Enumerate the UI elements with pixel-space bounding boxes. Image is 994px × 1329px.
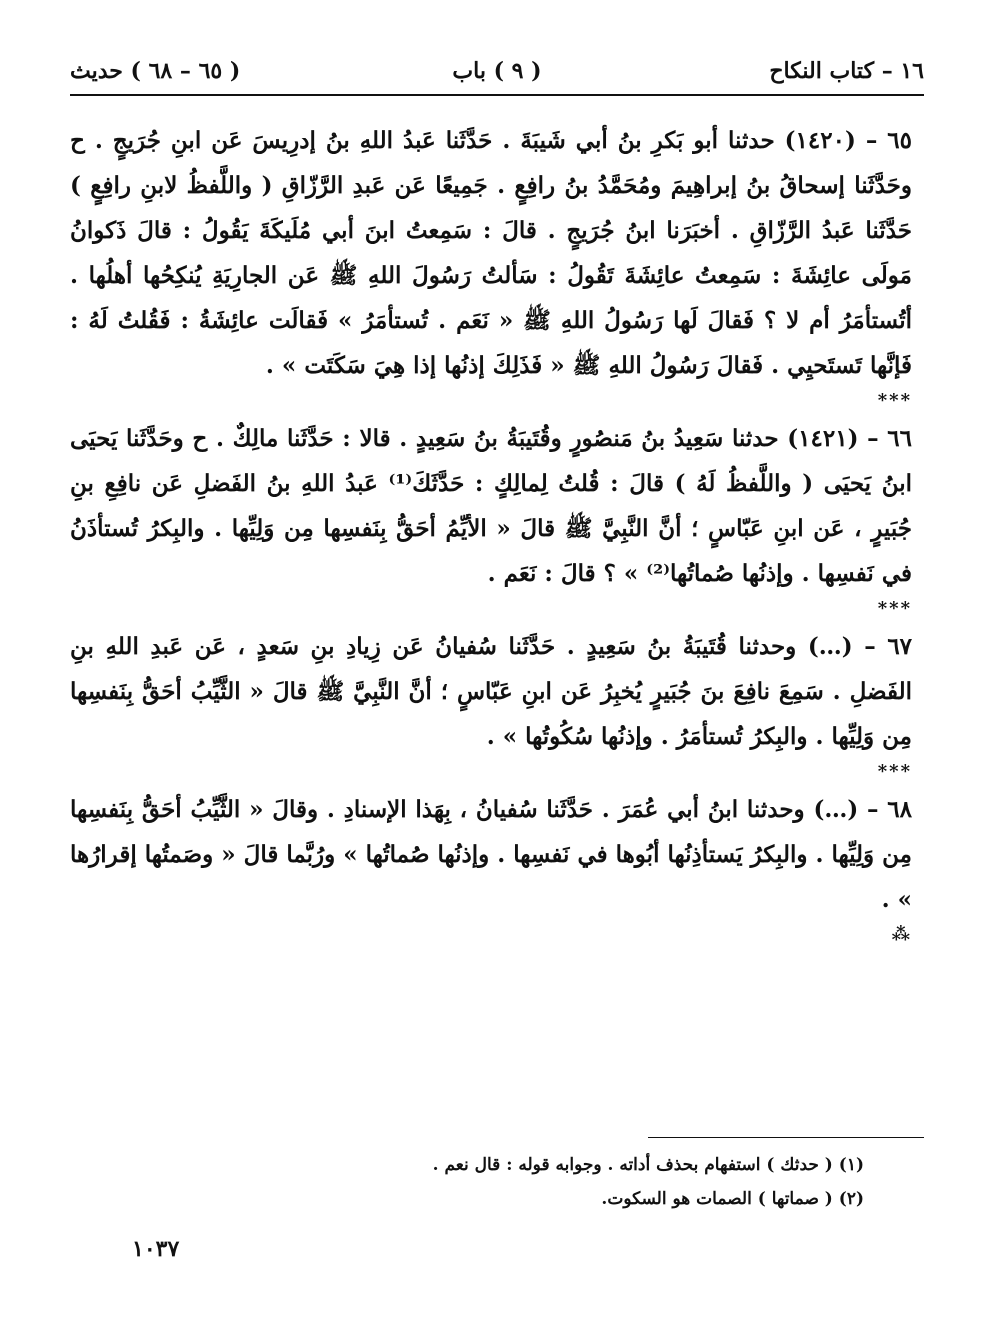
hadith-number: ٦٨ – (…) [813,796,912,823]
header-chapter: ( ٩ ) باب [452,58,542,84]
end-mark: ⁂ [891,924,912,945]
hadith-68 [70,787,912,922]
footnote-2: (٢) ( صماتها ) الصمات هو السكوت. [601,1189,864,1209]
section-separator: *** [877,598,912,619]
haddathana-word: حدثنا [728,127,775,154]
running-header [70,52,924,94]
hadith-number: ٦٧ – (…) [807,633,913,660]
haddathana-word: وحدثنا [738,633,797,660]
hadith-text: قُتَيبَةُ بنُ سَعِيدٍ . حَدَّثَنا سُفيانُ عَن زِيادِ بنِ سَعدٍ ، عَن عَبدِ اللهِ بنِ الفَضلِ . سَمِعَ نافِعَ بنَ جُبَيرٍ يُخبِرُ عَن ابنِ عَبّاسٍ ؛ أنَّ النَّبِيَّ ﷺ قالَ « الثَّيِّبُ أحَقُّ بِنَفسِها مِن وَلِيِّها . والبِكرُ تُستأمَرُ . وإذنُها سُكُوتُها » . [70,633,912,750]
footnotes [300,1148,864,1216]
header-hadith-range: ( ٦٥ – ٦٨ ) حديث [70,58,241,84]
haddathana-word: حدثنا [731,425,779,452]
hadith-text: أبو بَكرِ بنُ أبي شَيبَةَ . حَدَّثَنا عَبدُ اللهِ بنُ إدرِيسَ عَن ابنِ جُرَيجٍ . ح وحَدَّثَنا إسحاقُ بنُ إبراهِيمَ ومُحَمَّدُ بنُ رافِعٍ . جَمِيعًا عَن عَبدِ الرَّزّاقِ ( واللَّفظُ لابنِ رافِعٍ ) حَدَّثَنا عَبدُ الرَّزّاقِ . أخبَرَنا ابنُ جُرَيجٍ . قالَ : سَمِعتُ ابنَ أبي مُلَيكَةَ يَقُولُ : قالَ ذَكوانُ مَولَى عائِشَةَ : سَمِعتُ عائِشَةَ تَقُولُ : سَألتُ رَسُولَ اللهِ ﷺ عَن الجارِيَةِ يُنكِحُها أهلُها . أتُستأمَرُ أم لا ؟ فَقالَ لَها رَسُولُ اللهِ ﷺ « نَعَم . تُستأمَرُ » فَقالَت عائِشَةُ : فَقُلتُ لَهُ : فَإنَّها تَستَحيِي . فَقالَ رَسُولُ اللهِ ﷺ « فَذَلِكَ إذنُها إذا هِيَ سَكَتَت » . [70,127,912,379]
hadith-number: ٦٥ – (١٤٢٠) [784,127,913,154]
hadith-text: سَعِيدُ بنُ مَنصُورٍ وقُتَيبَةُ بنُ سَعِيدٍ . قالا : حَدَّثَنا مالِكٌ . ح وحَدَّثَنا يَحيَى ابنُ يَحيَى ( واللَّفظُ لَهُ ) قالَ : قُلتُ لِمالِكٍ : حَدَّثَكَ⁽¹⁾ عَبدُ اللهِ بنُ الفَضلِ عَن نافِعِ بنِ جُبَيرٍ ، عَن ابنِ عَبّاسٍ ؛ أنَّ النَّبِيَّ ﷺ قالَ « الأيِّمُ أحَقُّ بِنَفسِها مِن وَلِيِّها . والبِكرُ تُستأذَنُ في نَفسِها . وإذنُها صُماتُها⁽²⁾ » ؟ قالَ : نَعَم . [70,425,912,587]
section-separator: *** [877,390,912,411]
footnote-1: (١) ( حدثك ) استفهام بحذف أداته . وجوابه قوله : قال نعم . [432,1155,864,1175]
hadith-67 [70,624,912,759]
header-book-title: ١٦ – كتاب النكاح [769,58,924,84]
hadith-65 [70,118,912,388]
hadith-66 [70,416,912,596]
page-number: ١٠٣٧ [132,1236,180,1262]
hadith-text: ابنُ أبي عُمَرَ . حَدَّثَنا سُفيانُ ، بِهَذا الإسنادِ . وقالَ « الثَّيِّبُ أحَقُّ بِنَفسِها مِن وَلِيِّها . والبِكرُ يَستأذِنُها أبُوها في نَفسِها . وإذنُها صُماتُها » ورُبَّما قالَ « وصَمتُها إقرارُها » . [70,796,912,913]
main-text [70,118,912,950]
header-rule [70,94,924,96]
footnote-rule [648,1137,924,1138]
section-separator: *** [877,761,912,782]
haddathana-word: وحدثنا [746,796,805,823]
hadith-number: ٦٦ – (١٤٢١) [787,425,912,452]
